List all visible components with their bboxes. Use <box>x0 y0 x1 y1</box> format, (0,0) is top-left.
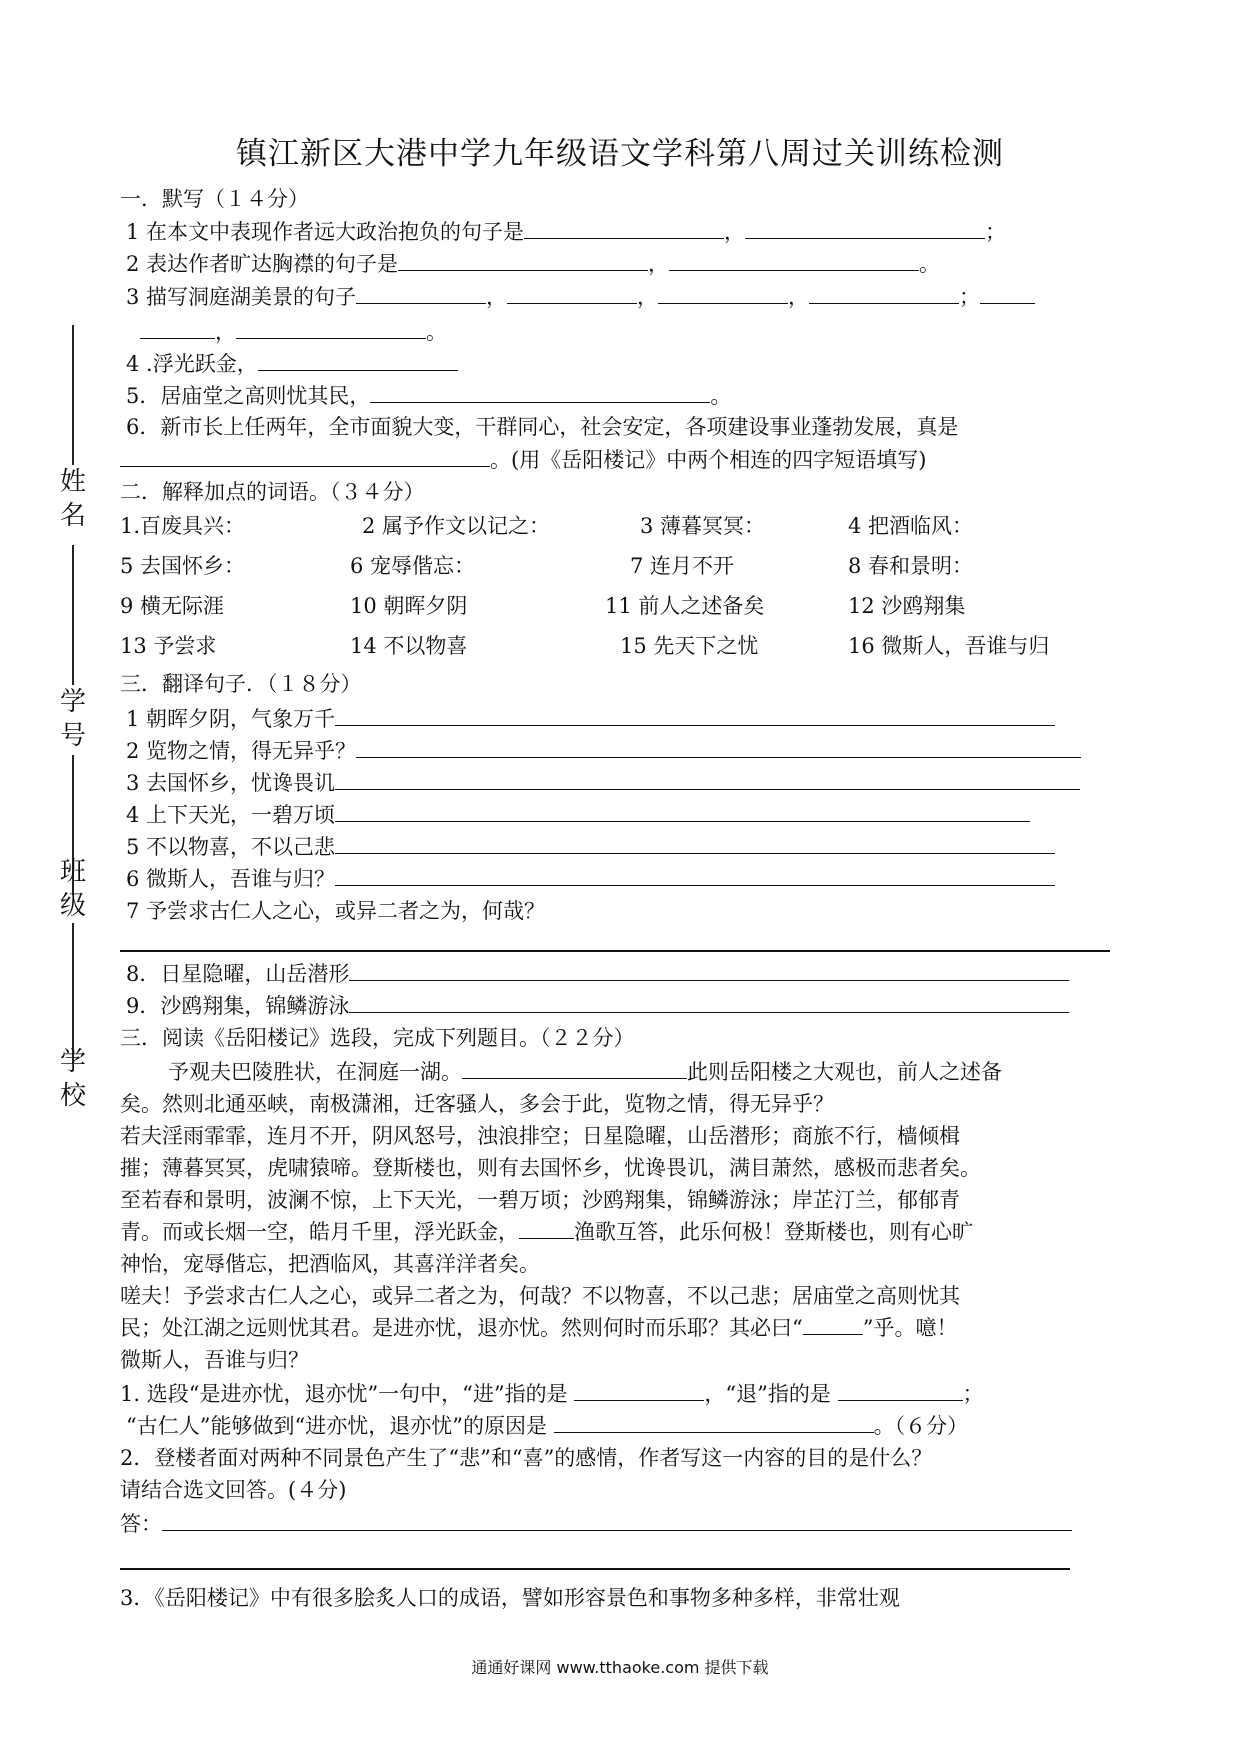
answer-blank[interactable] <box>669 250 919 271</box>
page-title: 镇江新区大港中学九年级语文学科第八周过关训练检测 <box>236 136 1004 172</box>
s1-q2: 2 表达作者旷达胸襟的句子是 ， 。 <box>126 252 941 276</box>
answer-blank[interactable] <box>236 318 426 339</box>
answer-line[interactable] <box>335 865 1055 886</box>
s1-q5: 5．居庙堂之高则忧其民， 。 <box>126 384 732 408</box>
vocab-item: 16 微斯人，吾谁与归 <box>848 634 1050 658</box>
s1-q3: 3 描写洞庭湖美景的句子 ， ， ， ； <box>126 283 1035 311</box>
reading-q2: 2．登楼者面对两种不同景色产生了“悲”和“喜”的感情，作者写这一内容的目的是什么？ <box>120 1446 933 1470</box>
passage-line: 嗟夫！予尝求古仁人之心，或异二者之为，何哉？不以物喜，不以己悲；居庙堂之高则忧其 <box>120 1284 960 1308</box>
answer-blank[interactable] <box>140 318 215 339</box>
reading-q3: 3．《岳阳楼记》中有很多脍炙人口的成语，譬如形容景色和事物多种多样，非常壮观 <box>120 1586 900 1610</box>
name-line <box>72 325 74 465</box>
vocab-item: 14 不以物喜 <box>350 634 468 658</box>
answer-blank[interactable] <box>356 283 486 304</box>
vocab-item: 13 予尝求 <box>120 634 217 658</box>
translate-item: 8．日星隐曜，山岳潜形 <box>126 960 1069 988</box>
answer-blank[interactable] <box>980 283 1035 304</box>
section3-heading: 三．翻译句子．（１８分） <box>120 672 362 696</box>
s1-q6-cont: 。(用《岳阳楼记》中两个相连的四字短语填写) <box>120 446 926 474</box>
section1-heading: 一．默写（１４分） <box>120 187 309 211</box>
answer-line[interactable] <box>335 801 1030 822</box>
binding-strip <box>40 355 100 1235</box>
translate-item: 5 不以物喜，不以己悲 <box>126 833 1055 861</box>
translate-item: 7 予尝求古仁人之心，或异二者之为，何哉？ <box>126 899 546 923</box>
label-name: 姓名 <box>59 467 86 531</box>
answer-blank[interactable] <box>838 1380 963 1401</box>
label-number: 学号 <box>59 687 86 751</box>
answer-blank[interactable] <box>398 250 648 271</box>
vocab-item: 12 沙鸥翔集 <box>848 594 966 618</box>
passage-line: 至若春和景明，波澜不惊，上下天光，一碧万顷；沙鸥翔集，锦鳞游泳；岸芷汀兰，郁郁青 <box>120 1188 960 1212</box>
vocab-item: 6 宠辱偕忘： <box>350 554 476 578</box>
s1-q6: 6．新市长上任两年，全市面貌大变，干群同心，社会安定，各项建设事业蓬勃发展，真是 <box>126 415 959 439</box>
translate-item: 2 览物之情，得无异乎？ <box>126 737 1081 765</box>
vocab-item: 10 朝晖夕阴 <box>350 594 468 618</box>
passage-line: 神怡，宠辱偕忘，把酒临风，其喜洋洋者矣。 <box>120 1252 540 1276</box>
passage-line: 青。而或长烟一空，皓月千里，浮光跃金， 渔歌互答，此乐何极！登斯楼也，则有心旷 <box>120 1220 973 1244</box>
translate-item: 6 微斯人，吾谁与归？ <box>126 865 1055 893</box>
s1-q4: 4 .浮光跃金， <box>126 350 458 378</box>
vocab-item: 5 去国怀乡： <box>120 554 246 578</box>
answer-blank[interactable] <box>120 446 490 467</box>
answer-line[interactable] <box>335 769 1080 790</box>
answer-line[interactable] <box>335 705 1055 726</box>
passage-line: 予观夫巴陵胜状，在洞庭一湖。 此则岳阳楼之大观也，前人之述备 <box>168 1060 1002 1084</box>
passage-line: 微斯人，吾谁与归？ <box>120 1348 309 1372</box>
answer-line[interactable] <box>162 1510 1072 1531</box>
translate-item: 9．沙鸥翔集，锦鳞游泳 <box>126 992 1069 1020</box>
reading-q2-cont: 请结合选文回答。(４分) <box>120 1478 347 1502</box>
answer-blank[interactable] <box>462 1058 687 1079</box>
reading-q1: 1. 选段“是进亦忧，退亦忧”一句中，“进”指的是 ，“退”指的是 ； <box>120 1382 984 1406</box>
answer-blank[interactable] <box>507 283 637 304</box>
answer-line[interactable] <box>349 992 1069 1013</box>
footer-watermark: 通通好课网 www.tthaoke.com 提供下载 <box>471 1658 769 1677</box>
number-line <box>72 545 74 685</box>
passage-line: 矣。然则北通巫峡，南极潇湘，迁客骚人，多会于此，览物之情，得无异乎？ <box>120 1092 834 1116</box>
vocab-item: 8 春和景明： <box>848 554 974 578</box>
vocab-item: 2 属予作文以记之： <box>362 514 551 538</box>
school-line <box>72 923 74 1063</box>
answer-line[interactable] <box>335 833 1055 854</box>
answer-line[interactable] <box>120 1568 1070 1570</box>
s1-q1: 1 在本文中表现作者远大政治抱负的句子是 ， ； <box>126 220 1007 244</box>
vocab-item: 4 把酒临风： <box>848 514 974 538</box>
vocab-item: 1.百废具兴： <box>120 514 246 538</box>
answer-blank[interactable] <box>745 218 985 239</box>
answer-row: 答： <box>120 1510 1072 1538</box>
s1-q3-cont: ， 。 <box>140 318 447 346</box>
passage-line: 若夫淫雨霏霏，连月不开，阴风怒号，浊浪排空；日星隐曜，山岳潜形；商旅不行，樯倾楫 <box>120 1124 960 1148</box>
answer-blank[interactable] <box>809 283 959 304</box>
answer-blank[interactable] <box>554 1412 874 1433</box>
vocab-item: 7 连月不开 <box>630 554 735 578</box>
reading-q1-cont: “古仁人”能够做到“进亦忧，退亦忧”的原因是 。（６分） <box>126 1414 969 1438</box>
answer-blank[interactable] <box>519 1218 574 1239</box>
label-class: 班级 <box>59 857 86 921</box>
vocab-item: 3 薄暮冥冥： <box>640 514 766 538</box>
answer-blank[interactable] <box>524 218 724 239</box>
section2-heading: 二．解释加点的词语。（３４分） <box>120 480 425 504</box>
vocab-item: 9 横无际涯 <box>120 594 225 618</box>
answer-blank[interactable] <box>574 1380 704 1401</box>
answer-blank[interactable] <box>370 382 710 403</box>
vocab-item: 11 前人之述备矣 <box>605 594 765 618</box>
answer-blank[interactable] <box>803 1314 863 1335</box>
label-school: 学校 <box>59 1047 86 1111</box>
answer-blank[interactable] <box>258 350 458 371</box>
answer-blank[interactable] <box>658 283 788 304</box>
passage-line: 民；处江湖之远则忧其君。是进亦忧，退亦忧。然则何时而乐耶？其必曰“ ”乎。噫！ <box>120 1316 958 1340</box>
passage-line: 摧；薄暮冥冥，虎啸猿啼。登斯楼也，则有去国怀乡，忧谗畏讥，满目萧然，感极而悲者矣。 <box>120 1156 981 1180</box>
translate-item: 1 朝晖夕阴，气象万千 <box>126 705 1055 733</box>
answer-line[interactable] <box>120 950 1110 952</box>
section4-heading: 三．阅读《岳阳楼记》选段，完成下列题目。（２２分） <box>120 1026 635 1050</box>
translate-item: 4 上下天光，一碧万顷 <box>126 801 1030 829</box>
translate-item: 3 去国怀乡，忧谗畏讥 <box>126 769 1080 797</box>
answer-line[interactable] <box>356 737 1081 758</box>
vocab-item: 15 先天下之忧 <box>620 634 759 658</box>
answer-line[interactable] <box>349 960 1069 981</box>
